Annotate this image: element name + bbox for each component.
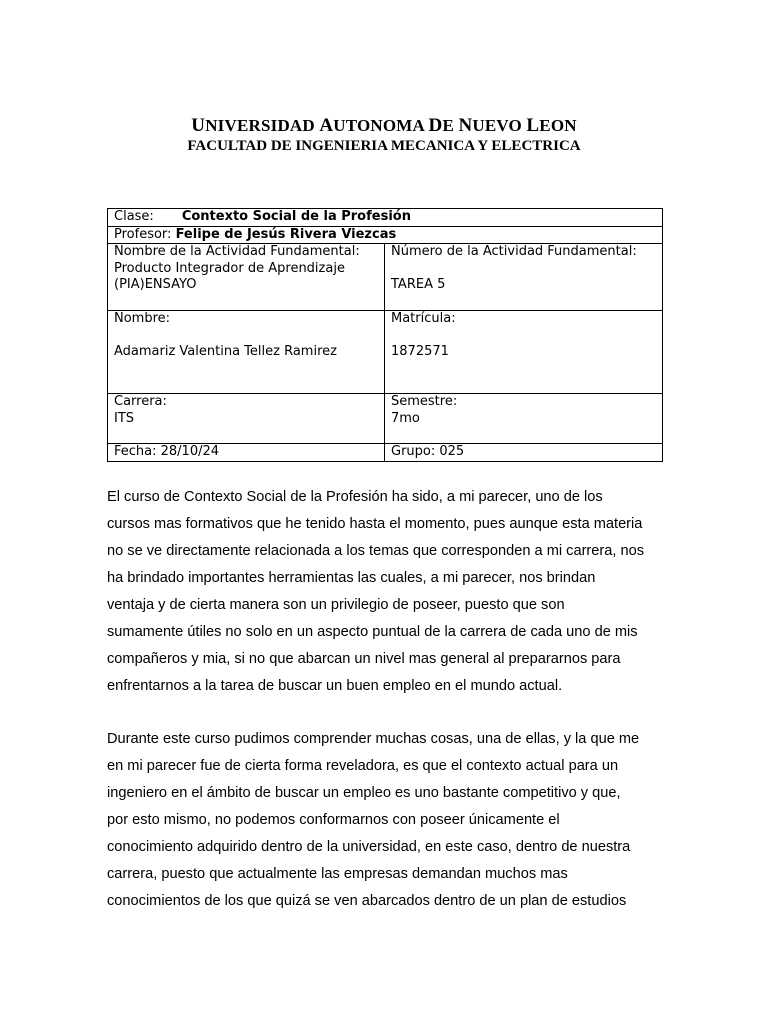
semestre-cell: [385, 394, 663, 444]
numero-value: TAREA 5: [391, 277, 446, 292]
numero-cell: [385, 244, 663, 311]
clase-label: Clase:: [114, 209, 154, 224]
matricula-value: 1872571: [391, 344, 449, 359]
actividad-value-line1: Producto Integrador de Aprendizaje: [114, 260, 345, 276]
nombre-value: Adamariz Valentina Tellez Ramirez: [114, 344, 337, 359]
table-row: [108, 444, 663, 462]
paragraph-line: enfrentarnos a la tarea de buscar un buen empleo en el mundo actual.: [107, 678, 563, 694]
carrera-cell: [108, 394, 385, 444]
paragraph-line: conocimiento adquirido dentro de la universidad, en este caso, dentro de nuestra: [107, 839, 631, 855]
title-initial: A: [319, 115, 334, 136]
paragraph-line: ventaja y de cierta manera son un privilegio de poseer, puesto que son: [107, 597, 565, 613]
table-row: [108, 226, 663, 244]
semestre-value: 7mo: [391, 410, 420, 426]
title-fragment: UEVO: [472, 116, 527, 135]
title-fragment: NIVERSIDAD: [205, 116, 320, 135]
paragraph-line: no se ve directamente relacionada a los temas que corresponden a mi carrera, nos: [107, 543, 645, 559]
table-row: [108, 311, 663, 394]
profesor-value: Felipe de Jesús Rivera Viezcas: [175, 226, 397, 242]
university-title: [0, 115, 768, 137]
title-initial: N: [458, 115, 473, 136]
title-fragment: E: [442, 116, 459, 135]
paragraph-line: conocimientos de los que quizá se ven abarcados dentro de un plan de estudios: [107, 893, 627, 909]
clase-cell: [108, 209, 663, 227]
paragraph-line: sumamente útiles no solo en un aspecto puntual de la carrera de cada uno de mis: [107, 624, 638, 640]
table-row: [108, 394, 663, 444]
paragraph-1: [107, 484, 667, 700]
table-row: [108, 244, 663, 311]
actividad-cell: [108, 244, 385, 311]
paragraph-line: cursos mas formativos que he tenido hasta el momento, pues aunque esta materia: [107, 516, 643, 532]
paragraph-line: El curso de Contexto Social de la Profesión ha sido, a mi parecer, uno de los: [107, 489, 603, 505]
faculty-title: FACULTAD DE INGENIERIA MECANICA Y ELECTRICA: [187, 138, 581, 154]
profesor-label: Profesor:: [114, 226, 172, 242]
matricula-label: Matrícula:: [391, 311, 456, 326]
paragraph-line: ha brindado importantes herramientas las cuales, a mi parecer, nos brindan: [107, 570, 596, 586]
paragraph-line: Durante este curso pudimos comprender muchas cosas, una de ellas, y la que me: [107, 731, 640, 747]
paragraph-line: carrera, puesto que actualmente las empresas demandan muchos mas: [107, 866, 568, 882]
title-initial: L: [526, 115, 540, 136]
paragraph-line: en mi parecer fue de cierta forma reveladora, es que el contexto actual para un: [107, 758, 619, 774]
actividad-label: Nombre de la Actividad Fundamental:: [114, 244, 360, 259]
grupo-cell: Grupo: 025: [385, 444, 663, 462]
actividad-value-line2: (PIA)ENSAYO: [114, 277, 197, 292]
nombre-label: Nombre:: [114, 311, 171, 326]
semestre-label: Semestre:: [391, 394, 458, 409]
title-fragment: UTONOMA: [333, 116, 429, 135]
fecha-cell: Fecha: 28/10/24: [108, 444, 385, 462]
paragraph-line: compañeros y mia, si no que abarcan un nivel mas general al prepararnos para: [107, 651, 621, 667]
table-row: [108, 209, 663, 227]
paragraph-line: por esto mismo, no podemos conformarnos con poseer únicamente el: [107, 812, 560, 828]
title-fragment: EON: [539, 116, 577, 135]
numero-label: Número de la Actividad Fundamental:: [391, 244, 637, 259]
clase-value: Contexto Social de la Profesión: [181, 209, 411, 224]
nombre-cell: [108, 311, 385, 394]
paragraph-2: [107, 726, 667, 915]
profesor-cell: [108, 226, 663, 244]
info-table: [107, 208, 663, 462]
matricula-cell: [385, 311, 663, 394]
title-initial: U: [191, 115, 206, 136]
carrera-label: Carrera:: [114, 394, 167, 409]
paragraph-line: ingeniero en el ámbito de buscar un empleo es uno bastante competitivo y que,: [107, 785, 621, 801]
title-initial: D: [428, 115, 443, 136]
carrera-value: ITS: [114, 410, 135, 426]
